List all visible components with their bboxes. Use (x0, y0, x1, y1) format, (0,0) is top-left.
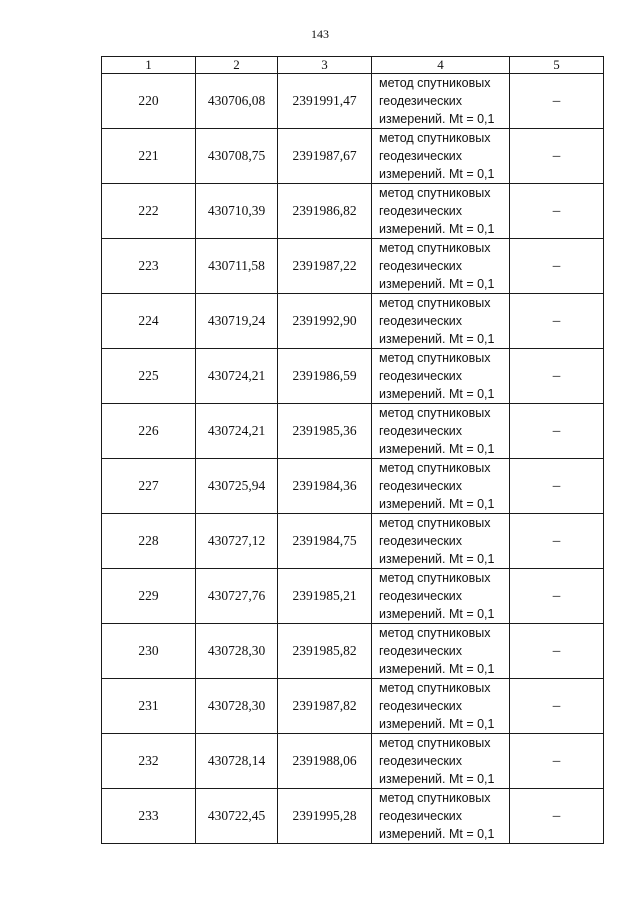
column-header: 5 (510, 57, 604, 74)
x-coordinate-cell: 430727,76 (196, 569, 278, 624)
table-row (102, 74, 604, 129)
point-number-cell: 230 (102, 624, 196, 679)
y-coordinate-cell: 2391984,36 (278, 459, 372, 514)
x-coordinate-cell: 430710,39 (196, 184, 278, 239)
table-row (102, 294, 604, 349)
table-row (102, 734, 604, 789)
note-cell: – (510, 459, 604, 514)
column-header: 1 (102, 57, 196, 74)
table-row (102, 239, 604, 294)
method-description-cell: метод спутниковых геодезических измерений. Mt = 0,1 (372, 514, 510, 569)
method-description-cell: метод спутниковых геодезических измерений. Mt = 0,1 (372, 404, 510, 459)
x-coordinate-cell: 430722,45 (196, 789, 278, 844)
y-coordinate-cell: 2391988,06 (278, 734, 372, 789)
method-description-cell: метод спутниковых геодезических измерений. Mt = 0,1 (372, 789, 510, 844)
table-row (102, 129, 604, 184)
note-cell: – (510, 679, 604, 734)
table-row (102, 679, 604, 734)
y-coordinate-cell: 2391986,59 (278, 349, 372, 404)
point-number-cell: 227 (102, 459, 196, 514)
y-coordinate-cell: 2391987,22 (278, 239, 372, 294)
x-coordinate-cell: 430728,14 (196, 734, 278, 789)
y-coordinate-cell: 2391986,82 (278, 184, 372, 239)
table-body (102, 74, 604, 844)
y-coordinate-cell: 2391992,90 (278, 294, 372, 349)
point-number-cell: 220 (102, 74, 196, 129)
table-row (102, 349, 604, 404)
note-cell: – (510, 569, 604, 624)
table-header-row (102, 57, 604, 74)
y-coordinate-cell: 2391991,47 (278, 74, 372, 129)
y-coordinate-cell: 2391985,21 (278, 569, 372, 624)
x-coordinate-cell: 430725,94 (196, 459, 278, 514)
note-cell: – (510, 789, 604, 844)
column-header: 4 (372, 57, 510, 74)
x-coordinate-cell: 430711,58 (196, 239, 278, 294)
y-coordinate-cell: 2391987,67 (278, 129, 372, 184)
method-description-cell: метод спутниковых геодезических измерений. Mt = 0,1 (372, 129, 510, 184)
page-number: 143 (311, 27, 329, 41)
note-cell: – (510, 294, 604, 349)
method-description-cell: метод спутниковых геодезических измерений. Mt = 0,1 (372, 184, 510, 239)
method-description-cell: метод спутниковых геодезических измерений. Mt = 0,1 (372, 624, 510, 679)
note-cell: – (510, 734, 604, 789)
note-cell: – (510, 129, 604, 184)
y-coordinate-cell: 2391984,75 (278, 514, 372, 569)
table-row (102, 624, 604, 679)
point-number-cell: 228 (102, 514, 196, 569)
method-description-cell: метод спутниковых геодезических измерений. Mt = 0,1 (372, 569, 510, 624)
method-description-cell: метод спутниковых геодезических измерений. Mt = 0,1 (372, 459, 510, 514)
point-number-cell: 229 (102, 569, 196, 624)
point-number-cell: 232 (102, 734, 196, 789)
method-description-cell: метод спутниковых геодезических измерений. Mt = 0,1 (372, 294, 510, 349)
method-description-cell: метод спутниковых геодезических измерений. Mt = 0,1 (372, 239, 510, 294)
table-row (102, 404, 604, 459)
y-coordinate-cell: 2391995,28 (278, 789, 372, 844)
point-number-cell: 231 (102, 679, 196, 734)
note-cell: – (510, 239, 604, 294)
x-coordinate-cell: 430724,21 (196, 349, 278, 404)
coordinates-table (101, 56, 604, 844)
point-number-cell: 223 (102, 239, 196, 294)
table-row (102, 459, 604, 514)
point-number-cell: 226 (102, 404, 196, 459)
method-description-cell: метод спутниковых геодезических измерений. Mt = 0,1 (372, 349, 510, 404)
point-number-cell: 222 (102, 184, 196, 239)
x-coordinate-cell: 430724,21 (196, 404, 278, 459)
method-description-cell: метод спутниковых геодезических измерений. Mt = 0,1 (372, 74, 510, 129)
column-header: 2 (196, 57, 278, 74)
note-cell: – (510, 514, 604, 569)
point-number-cell: 225 (102, 349, 196, 404)
point-number-cell: 221 (102, 129, 196, 184)
point-number-cell: 233 (102, 789, 196, 844)
column-header: 3 (278, 57, 372, 74)
x-coordinate-cell: 430719,24 (196, 294, 278, 349)
point-number-cell: 224 (102, 294, 196, 349)
table-row (102, 514, 604, 569)
table-row (102, 569, 604, 624)
note-cell: – (510, 404, 604, 459)
y-coordinate-cell: 2391985,82 (278, 624, 372, 679)
note-cell: – (510, 624, 604, 679)
x-coordinate-cell: 430728,30 (196, 679, 278, 734)
x-coordinate-cell: 430727,12 (196, 514, 278, 569)
table-row (102, 184, 604, 239)
method-description-cell: метод спутниковых геодезических измерений. Mt = 0,1 (372, 679, 510, 734)
note-cell: – (510, 184, 604, 239)
note-cell: – (510, 349, 604, 404)
y-coordinate-cell: 2391987,82 (278, 679, 372, 734)
y-coordinate-cell: 2391985,36 (278, 404, 372, 459)
x-coordinate-cell: 430728,30 (196, 624, 278, 679)
table-row (102, 789, 604, 844)
method-description-cell: метод спутниковых геодезических измерений. Mt = 0,1 (372, 734, 510, 789)
note-cell: – (510, 74, 604, 129)
x-coordinate-cell: 430708,75 (196, 129, 278, 184)
x-coordinate-cell: 430706,08 (196, 74, 278, 129)
